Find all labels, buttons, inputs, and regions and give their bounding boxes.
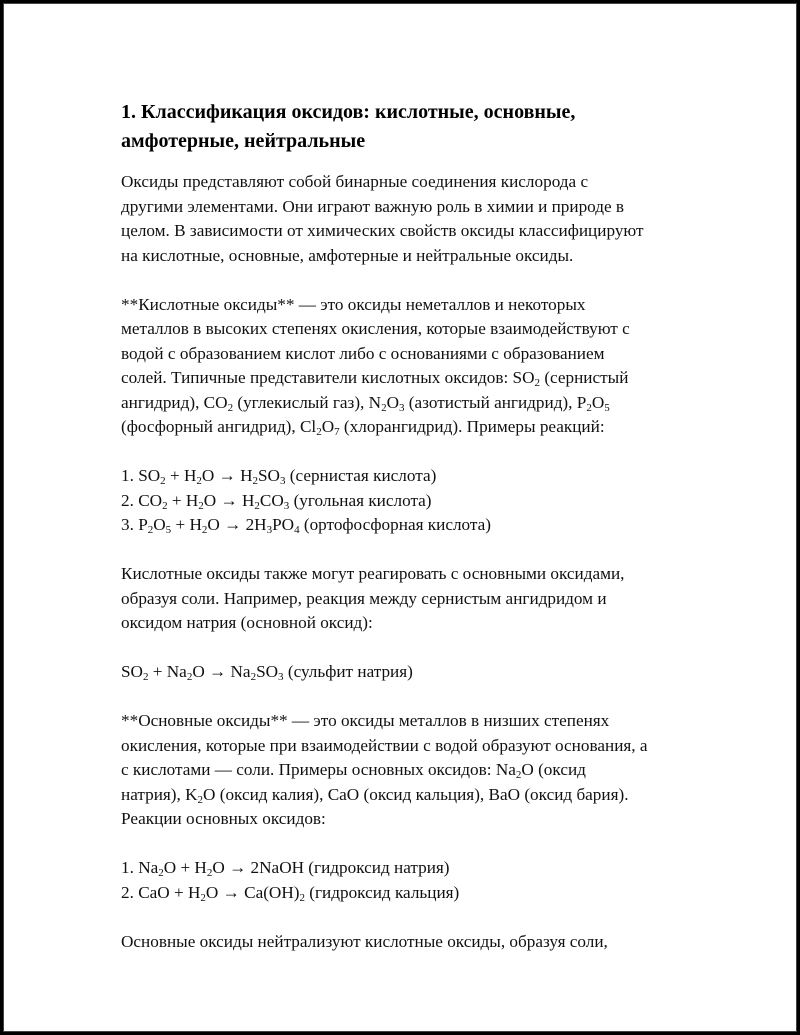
basic-oxides-paragraph <box>121 709 691 832</box>
text-line: Реакции основных оксидов: <box>121 809 326 828</box>
text-line: 2. $CO_2 + H_2O \to H_2CO_3$ (угольная кислота) <box>121 490 432 512</box>
text-line: Оксиды представляют собой бинарные соединения кислорода с <box>121 172 589 191</box>
text-line: Основные оксиды нейтрализуют кислотные оксиды, образуя соли, <box>121 931 608 951</box>
salt-reaction <box>121 660 691 685</box>
text-line: с кислотами — соли. Примеры основных оксидов: $Na_2O$ (оксид <box>121 760 586 781</box>
text-line: другими элементами. Они играют важную роль в химии и природе в <box>121 196 625 216</box>
text-line: окисления, которые при взаимодействии с водой образуют основания, а <box>121 735 648 755</box>
acidic-reactions-list <box>121 464 691 538</box>
closing-paragraph <box>121 930 691 955</box>
acidic-oxides-paragraph <box>121 293 691 440</box>
text-line: солей. Типичные представители кислотных оксидов: $SO_2$ (сернистый <box>121 368 629 389</box>
text-line: **Основные оксиды** — это оксиды металлов в низших степенях <box>121 711 610 730</box>
basic-reactions-list <box>121 856 691 905</box>
text-line: натрия), $K_2O$ (оксид калия), CaO (оксид кальция), BaO (оксид бария). <box>121 784 629 806</box>
text-line: ангидрид), $CO_2$ (углекислый газ), $N_2O_3$ (азотистый ангидрид), $P_2O_5$ <box>121 392 610 414</box>
text-line: водой с образованием кислот либо с основаниями с образованием <box>121 343 605 363</box>
text-line: образуя соли. Например, реакция между сернистым ангидридом и <box>121 588 607 608</box>
text-line: (фосфорный ангидрид), $Cl_2O_7$ (хлорангидрид). Примеры реакций: <box>121 417 605 438</box>
text-line: оксидом натрия (основной оксид): <box>121 613 373 632</box>
text-line: целом. В зависимости от химических свойств оксиды классифицируют <box>121 221 644 240</box>
text-line: 1. $SO_2 + H_2O \to H_2SO_3$ (сернистая кислота) <box>121 466 437 487</box>
text-line: 3. $P_2O_5 + H_2O \to 2H_3PO_4$ (ортофосфорная кислота) <box>121 515 491 536</box>
text-line: на кислотные, основные, амфотерные и нейтральные оксиды. <box>121 245 574 265</box>
text-line: **Кислотные оксиды** — это оксиды неметаллов и некоторых <box>121 294 586 314</box>
text-line: $SO_2 + Na_2O \to Na_2SO_3$ (сульфит натрия) <box>121 662 413 683</box>
text-line: 2. CaO + $H_2O \to Ca(OH)_2$ (гидроксид кальция) <box>121 882 460 904</box>
section-heading: 1. Классификация оксидов: кислотные, основные, амфотерные, нейтральные <box>121 101 576 152</box>
document-body <box>121 98 691 979</box>
text-line: металлов в высоких степенях окисления, которые взаимодействуют с <box>121 319 630 338</box>
text-line: Кислотные оксиды также могут реагировать с основными оксидами, <box>121 564 625 583</box>
intro-paragraph <box>121 170 691 268</box>
text-line: 1. $Na_2O + H_2O$ → 2NaOH (гидроксид натрия) <box>121 858 450 879</box>
acidic-salts-paragraph <box>121 562 691 636</box>
